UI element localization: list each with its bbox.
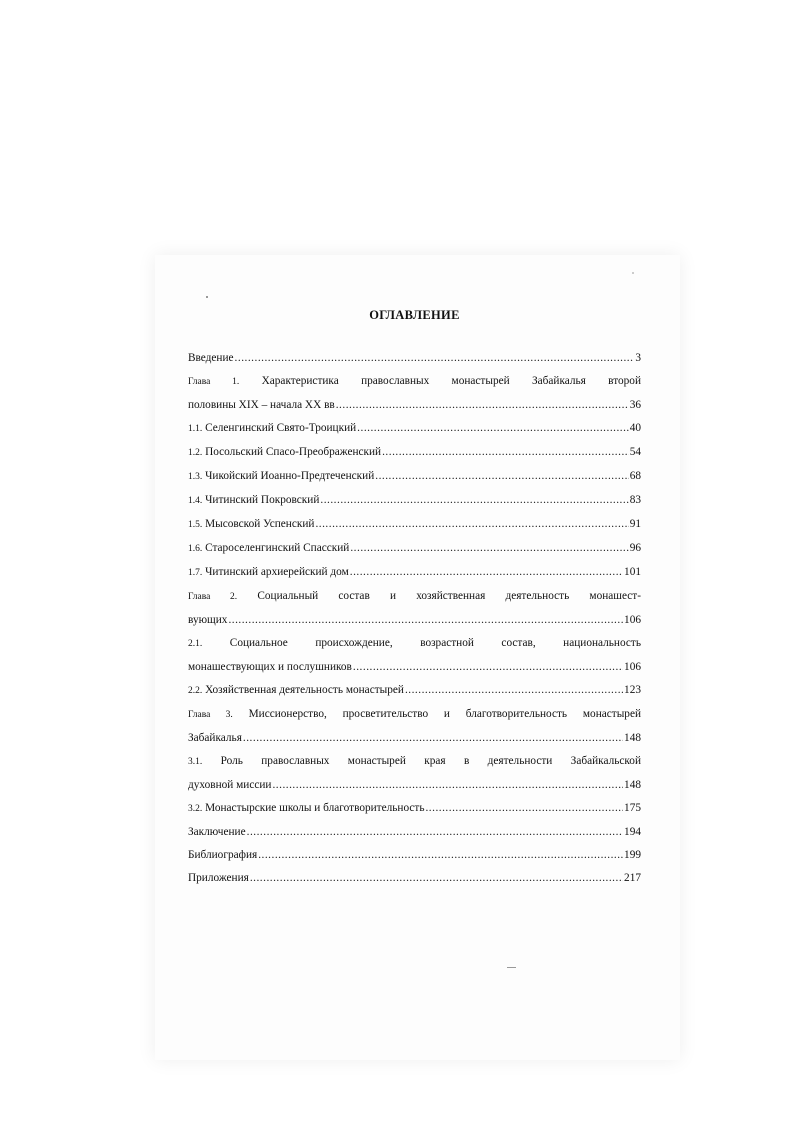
page-number: 175 bbox=[624, 802, 641, 814]
page-number: 91 bbox=[629, 518, 641, 530]
entry-label-line-2: монашествующих и послушников bbox=[188, 661, 352, 673]
leader-dots bbox=[250, 867, 623, 890]
toc-entry-chapter-1 bbox=[188, 370, 641, 417]
entry-label: Селенгинский Свято-Троицкий bbox=[205, 422, 357, 434]
leader-dots bbox=[247, 821, 623, 844]
entry-label: Заключение bbox=[188, 826, 246, 838]
page-number: 106 bbox=[624, 614, 641, 626]
entry-label-line-2: половины XIX – начала XX вв bbox=[188, 399, 335, 411]
page-number: 83 bbox=[629, 494, 641, 506]
toc-entry-2-2 bbox=[188, 679, 641, 703]
page-number: 217 bbox=[624, 872, 641, 884]
scan-speck bbox=[632, 272, 634, 274]
section-number: 1.1. bbox=[188, 424, 203, 434]
leader-dots bbox=[272, 774, 623, 797]
page-number: 3 bbox=[635, 352, 641, 364]
page-number: 40 bbox=[629, 422, 641, 434]
leader-dots bbox=[382, 441, 629, 464]
section-number: 1.4. bbox=[188, 496, 203, 506]
leader-dots bbox=[350, 561, 623, 584]
section-number: 3.1. bbox=[188, 757, 203, 767]
entry-first-line bbox=[188, 632, 641, 656]
page-number: 101 bbox=[624, 566, 641, 578]
entry-label: Читинский Покровский bbox=[205, 494, 320, 506]
section-number: 1.3. bbox=[188, 472, 203, 482]
leader-dots bbox=[243, 727, 623, 750]
entry-label-line-1: Характеристика православных монастырей Забайкалья второй bbox=[261, 375, 641, 387]
page-number: 123 bbox=[624, 684, 641, 696]
leader-dots bbox=[405, 679, 623, 702]
page-number: 68 bbox=[629, 470, 641, 482]
entry-label: Приложения bbox=[188, 872, 249, 884]
entry-label-line-1: Роль православных монастырей края в деятельности Забайкальской bbox=[220, 755, 641, 767]
toc-entry-appendices bbox=[188, 867, 641, 890]
chapter-prefix: Глава 1. bbox=[188, 377, 240, 387]
toc-entry-introduction bbox=[188, 347, 641, 370]
toc-entry-1-6 bbox=[188, 537, 641, 561]
toc-entry-chapter-2 bbox=[188, 585, 641, 632]
entry-first-line bbox=[188, 585, 641, 609]
section-number: 1.7. bbox=[188, 568, 203, 578]
toc-entry-1-7 bbox=[188, 561, 641, 585]
page-number: 194 bbox=[624, 826, 641, 838]
toc-entry-conclusion bbox=[188, 821, 641, 844]
toc-entry-chapter-3 bbox=[188, 703, 641, 750]
leader-dots bbox=[375, 465, 628, 488]
entry-label: Посольский Спасо-Преображенский bbox=[205, 446, 382, 458]
chapter-prefix: Глава 3. bbox=[188, 710, 233, 720]
entry-label-line-1: Социальный состав и хозяйственная деятельность монашест- bbox=[257, 590, 641, 602]
page-number: 96 bbox=[629, 542, 641, 554]
entry-first-line bbox=[188, 370, 641, 394]
toc-entry-1-1 bbox=[188, 417, 641, 441]
entry-label: Чикойский Иоанно-Предтеченский bbox=[205, 470, 375, 482]
entry-label: Библиография bbox=[188, 849, 258, 861]
section-number: 1.5. bbox=[188, 520, 203, 530]
section-number: 3.2. bbox=[188, 804, 203, 814]
toc-entry-3-2 bbox=[188, 797, 641, 821]
section-number: 2.2. bbox=[188, 686, 203, 696]
leader-dots bbox=[315, 513, 628, 536]
entry-label: Читинский архиерейский дом bbox=[205, 566, 349, 578]
entry-label: Хозяйственная деятельность монастырей bbox=[205, 684, 404, 696]
chapter-prefix: Глава 2. bbox=[188, 592, 238, 602]
leader-dots bbox=[258, 844, 623, 867]
entry-label-line-2: вующих bbox=[188, 614, 228, 626]
entry-label: Введение bbox=[188, 352, 234, 364]
toc-entry-1-4 bbox=[188, 489, 641, 513]
leader-dots bbox=[425, 797, 623, 820]
entry-label: Мысовской Успенский bbox=[205, 518, 315, 530]
leader-dots bbox=[228, 609, 623, 632]
section-number: 1.2. bbox=[188, 448, 203, 458]
entry-label: Монастырские школы и благотворительность bbox=[205, 802, 425, 814]
toc-entry-1-2 bbox=[188, 441, 641, 465]
toc-entry-2-1 bbox=[188, 632, 641, 679]
entry-label-line-1: Социальное происхождение, возрастной состав, национальность bbox=[229, 637, 641, 649]
page-number: 106 bbox=[624, 661, 641, 673]
page-number: 36 bbox=[629, 399, 641, 411]
leader-dots bbox=[235, 347, 635, 370]
scan-speck bbox=[507, 967, 516, 968]
toc-entry-bibliography bbox=[188, 844, 641, 867]
entry-first-line bbox=[188, 750, 641, 774]
toc-entry-3-1 bbox=[188, 750, 641, 797]
toc-entry-1-5 bbox=[188, 513, 641, 537]
leader-dots bbox=[336, 394, 629, 417]
entry-first-line bbox=[188, 703, 641, 727]
page-number: 199 bbox=[624, 849, 641, 861]
scan-speck bbox=[206, 296, 208, 298]
leader-dots bbox=[353, 656, 623, 679]
section-number: 2.1. bbox=[188, 639, 203, 649]
entry-label: Староселенгинский Спасский bbox=[205, 542, 350, 554]
page-number: 54 bbox=[629, 446, 641, 458]
toc-entry-1-3 bbox=[188, 465, 641, 489]
section-number: 1.6. bbox=[188, 544, 203, 554]
page-number: 148 bbox=[624, 779, 641, 791]
entry-label-line-2: Забайкалья bbox=[188, 732, 242, 744]
leader-dots bbox=[320, 489, 628, 512]
leader-dots bbox=[357, 417, 629, 440]
leader-dots bbox=[350, 537, 628, 560]
page-number: 148 bbox=[624, 732, 641, 744]
table-of-contents bbox=[188, 308, 641, 890]
entry-label-line-2: духовной миссии bbox=[188, 779, 272, 791]
page-title: ОГЛАВЛЕНИЕ bbox=[369, 308, 460, 322]
entry-label-line-1: Миссионерство, просветительство и благотворительность монастырей bbox=[248, 708, 641, 720]
